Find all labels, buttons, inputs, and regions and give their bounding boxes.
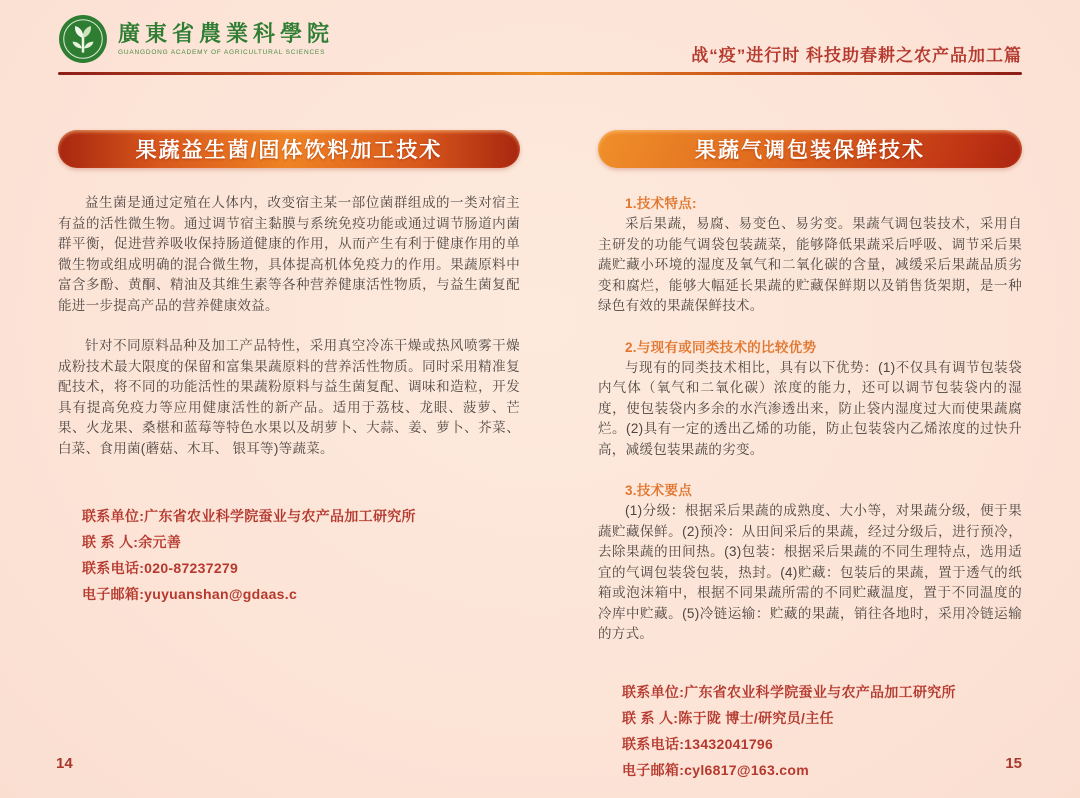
section-body: 与现有的同类技术相比，具有以下优势：(1)不仅具有调节包装袋内气体（氧气和二氧化碳）浓度的能力，还可以调节包装袋内的湿度，使包装袋内多余的水汽渗透出来，防止袋内湿度过大而使果蔬腐烂。(2)具有一定的透出乙烯的功能，防止包装袋内乙烯浓度的过快升高，减缓包装果蔬的劣变。	[598, 359, 1022, 457]
left-contact-block	[58, 503, 520, 607]
body-paragraph: 针对不同原料品种及加工产品特性，采用真空冷冻干燥或热风喷雾干燥成粉技术最大限度的保留和富集果蔬原料的营养活性物质。同时采用精准复配技术，将不同的功能活性的果蔬粉原料与益生菌复配、调味和造粒，开发具有提高免疫力等应用健康活性的新产品。适用于荔枝、龙眼、菠萝、芒果、火龙果、桑椹和蓝莓等特色水果以及胡萝卜、大蒜、姜、萝卜、芥菜、白菜、食用菌(蘑菇、木耳、 银耳等)等蔬菜。	[58, 338, 520, 456]
tech-section-1	[598, 193, 1022, 317]
contact-email: 电子邮箱:yuyuanshan@gdaas.c	[82, 586, 298, 602]
contact-phone: 联系电话:020-87237279	[82, 560, 239, 576]
tech-section-2	[598, 337, 1022, 461]
contact-person: 联 系 人:陈于陇 博士/研究员/主任	[622, 709, 834, 726]
org-name-zh: 廣東省農業科學院	[118, 21, 335, 47]
section-body: 采后果蔬，易腐、易变色、易劣变。果蔬气调包装技术，采用自主研发的功能气调袋包装蔬菜，能够降低果蔬采后呼吸、调节采后果蔬贮藏小环境的湿度及氧气和二氧化碳的含量，减缓采后果蔬品质劣变和腐烂，能够大幅延长果蔬的贮藏保鲜期以及销售货架期，是一种绿色有效的果蔬保鲜技术。	[598, 216, 1022, 313]
section-heading: 3.技术要点	[625, 483, 693, 498]
gdaas-logo-icon	[58, 14, 108, 64]
left-banner	[58, 130, 520, 168]
two-page-spread	[58, 130, 1022, 783]
contact-phone: 联系电话:13432041796	[622, 735, 774, 752]
section-heading: 1.技术特点:	[625, 196, 697, 211]
contact-unit: 联系单位:广东省农业科学院蚕业与农产品加工研究所	[82, 508, 416, 524]
tech-section-3	[598, 480, 1022, 645]
body-paragraph: 益生菌是通过定殖在人体内，改变宿主某一部位菌群组成的一类对宿主有益的活性微生物。通过调节宿主黏膜与系统免疫功能或通过调节肠道内菌群平衡，促进营养吸收保持肠道健康的作用，从而产生有利于健康作用的单微生物或组成明确的混合微生物，具体提高机体免疫力的作用。果蔬原料中富含多酚、黄酮、精油及其维生素等各种营养健康活性物质，与益生菌复配能进一步提高产品的营养健康效益。	[58, 195, 520, 313]
org-names	[118, 22, 334, 55]
right-page	[598, 130, 1022, 783]
page-number-left: 14	[56, 755, 73, 772]
right-contact-block	[598, 679, 1022, 783]
left-page	[58, 130, 520, 783]
campaign-title: 战“疫”进行时 科技助春耕之农产品加工篇	[691, 46, 1022, 65]
right-banner	[598, 130, 1022, 168]
right-banner-title: 果蔬气调包装保鲜技术	[695, 139, 925, 162]
section-heading: 2.与现有或同类技术的比较优势	[625, 339, 817, 355]
header-divider	[58, 72, 1022, 75]
left-banner-title: 果蔬益生菌/固体饮料加工技术	[135, 139, 443, 162]
contact-unit: 联系单位:广东省农业科学院蚕业与农产品加工研究所	[622, 683, 956, 700]
contact-email: 电子邮箱:cyl6817@163.com	[622, 761, 809, 778]
page-header	[0, 0, 1080, 72]
section-body: (1)分级：根据采后果蔬的成熟度、大小等，对果蔬分级，便于果蔬贮藏保鲜。(2)预冷：从田间采后的果蔬，经过分级后，进行预冷，去除果蔬的田间热。(3)包装：根据采后果蔬的不同生理特点，选用适宜的气调包装袋包装，热封。(4)贮藏：包装后的果蔬，置于透气的纸箱或泡沫箱中，根据不同果蔬所需的不同贮藏温度，置于不同温度的冷库中贮藏。(5)冷链运输：贮藏的果蔬，销往各地时，采用冷链运输的方式。	[598, 503, 1022, 641]
org-name-en: GUANGDONG ACADEMY OF AGRICULTURAL SCIENCES	[118, 48, 326, 56]
contact-person: 联 系 人:余元善	[82, 534, 182, 550]
page-number-right: 15	[1005, 755, 1022, 772]
org-brand	[58, 14, 334, 64]
